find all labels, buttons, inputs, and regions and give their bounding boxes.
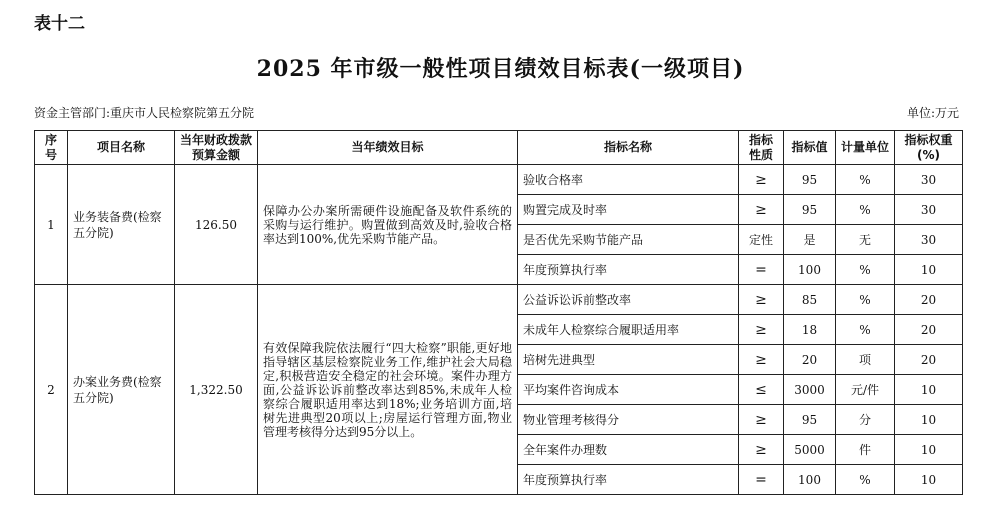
header-goal: 当年绩效目标 — [258, 131, 518, 165]
indicator-nature: ≤ — [739, 375, 784, 405]
indicator-nature: 定性 — [739, 225, 784, 255]
indicator-nature: ≥ — [739, 165, 784, 195]
project-seq: 1 — [35, 165, 68, 285]
project-name: 办案业务费(检察五分院) — [68, 285, 175, 495]
indicator-value: 20 — [784, 345, 836, 375]
project-budget: 1,322.50 — [175, 285, 258, 495]
table-number: 表十二 — [34, 14, 85, 34]
indicator-name: 年度预算执行率 — [518, 255, 739, 285]
indicator-unit: % — [836, 285, 895, 315]
header-row — [35, 131, 963, 165]
header-nature: 指标性质 — [739, 131, 784, 165]
indicator-weight: 30 — [895, 225, 963, 255]
indicator-weight: 30 — [895, 195, 963, 225]
project-seq: 2 — [35, 285, 68, 495]
indicator-unit: % — [836, 165, 895, 195]
indicator-weight: 10 — [895, 375, 963, 405]
indicator-value: 95 — [784, 405, 836, 435]
indicator-unit: % — [836, 465, 895, 495]
indicator-unit: 无 — [836, 225, 895, 255]
indicator-value: 3000 — [784, 375, 836, 405]
indicator-value: 18 — [784, 315, 836, 345]
indicator-name: 全年案件办理数 — [518, 435, 739, 465]
indicator-unit: 元/件 — [836, 375, 895, 405]
header-seq: 序号 — [35, 131, 68, 165]
indicator-name: 年度预算执行率 — [518, 465, 739, 495]
indicator-unit: 件 — [836, 435, 895, 465]
indicator-nature: ≥ — [739, 405, 784, 435]
indicator-nature: ≥ — [739, 315, 784, 345]
indicator-weight: 10 — [895, 435, 963, 465]
indicator-nature: ≥ — [739, 345, 784, 375]
indicator-weight: 20 — [895, 285, 963, 315]
indicator-value: 100 — [784, 255, 836, 285]
table-row — [35, 285, 963, 315]
page-title: 2025 年市级一般性项目绩效目标表(一级项目) — [256, 56, 745, 82]
indicator-weight: 30 — [895, 165, 963, 195]
project-goal: 有效保障我院依法履行“四大检察”职能,更好地指导辖区基层检察院业务工作,维护社会大局稳定,积极营造安全稳定的社会环境。案件办理方面,公益诉讼诉前整改率达到85%,未成年人检察综合履职适用率达到18%;业务培训方面,培树先进典型20项以上;房屋运行管理方面,物业管理考核得分达到95分以上。 — [258, 285, 518, 495]
indicator-nature: = — [739, 255, 784, 285]
indicator-nature: ≥ — [739, 195, 784, 225]
indicator-value: 85 — [784, 285, 836, 315]
indicator-unit: % — [836, 315, 895, 345]
header-budget: 当年财政拨款预算金额 — [175, 131, 258, 165]
indicator-nature: = — [739, 465, 784, 495]
header-weight: 指标权重(%) — [895, 131, 963, 165]
indicator-weight: 10 — [895, 405, 963, 435]
indicator-weight: 20 — [895, 315, 963, 345]
indicator-value: 5000 — [784, 435, 836, 465]
project-budget: 126.50 — [175, 165, 258, 285]
project-name: 业务装备费(检察五分院) — [68, 165, 175, 285]
indicator-weight: 10 — [895, 255, 963, 285]
unit-label: 单位:万元 — [906, 106, 959, 120]
indicator-value: 95 — [784, 165, 836, 195]
table-row — [35, 165, 963, 195]
indicator-unit: 项 — [836, 345, 895, 375]
header-value: 指标值 — [784, 131, 836, 165]
indicator-name: 未成年人检察综合履职适用率 — [518, 315, 739, 345]
header-project: 项目名称 — [68, 131, 175, 165]
indicator-unit: % — [836, 255, 895, 285]
header-indicator: 指标名称 — [518, 131, 739, 165]
performance-table — [34, 130, 963, 495]
indicator-name: 验收合格率 — [518, 165, 739, 195]
indicator-weight: 10 — [895, 465, 963, 495]
indicator-value: 95 — [784, 195, 836, 225]
indicator-name: 是否优先采购节能产品 — [518, 225, 739, 255]
indicator-weight: 20 — [895, 345, 963, 375]
indicator-unit: 分 — [836, 405, 895, 435]
indicator-name: 公益诉讼诉前整改率 — [518, 285, 739, 315]
indicator-value: 100 — [784, 465, 836, 495]
indicator-name: 培树先进典型 — [518, 345, 739, 375]
indicator-name: 购置完成及时率 — [518, 195, 739, 225]
department-label: 资金主管部门:重庆市人民检察院第五分院 — [34, 106, 255, 120]
project-goal: 保障办公办案所需硬件设施配备及软件系统的采购与运行维护。购置做到高效及时,验收合格率达到100%,优先采购节能产品。 — [258, 165, 518, 285]
indicator-name: 平均案件咨询成本 — [518, 375, 739, 405]
indicator-nature: ≥ — [739, 285, 784, 315]
header-unit: 计量单位 — [836, 131, 895, 165]
indicator-value: 是 — [784, 225, 836, 255]
indicator-nature: ≥ — [739, 435, 784, 465]
indicator-unit: % — [836, 195, 895, 225]
indicator-name: 物业管理考核得分 — [518, 405, 739, 435]
